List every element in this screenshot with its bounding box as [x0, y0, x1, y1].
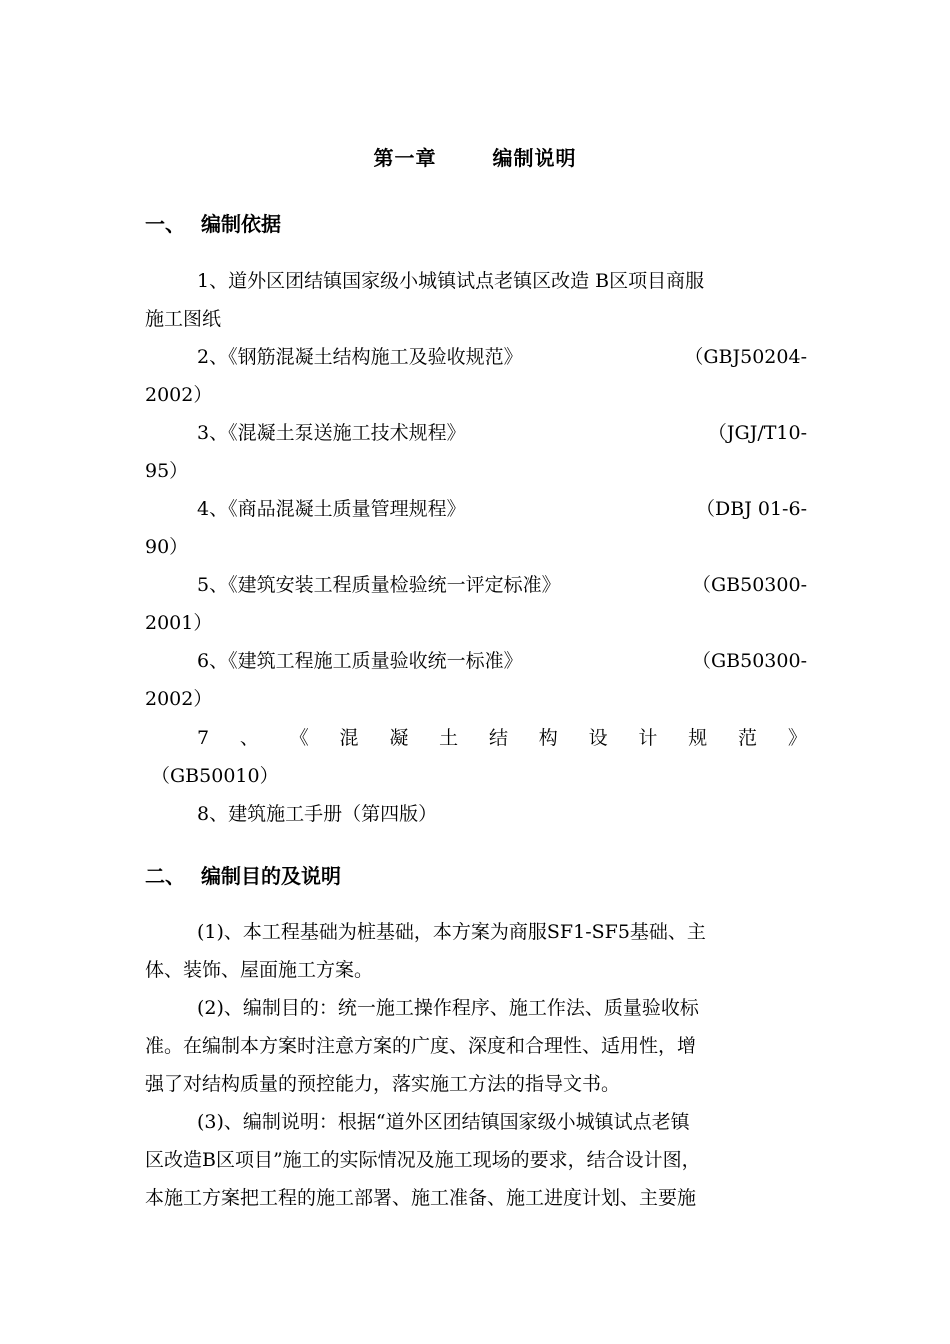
section-number: 一、 [145, 212, 185, 236]
reference-continuation: 2001） [145, 612, 213, 634]
paragraph-line: 本施工方案把工程的施工部署、施工准备、施工进度计划、主要施 [145, 1187, 697, 1209]
reference-continuation: 2002） [145, 688, 213, 710]
reference-item [145, 338, 807, 414]
paragraph [145, 989, 807, 1103]
reference-code: （GB50300- [691, 574, 807, 596]
section-number: 二、 [145, 864, 185, 888]
paragraph-line: 准。在编制本方案时注意方案的广度、深度和合理性、适用性，增 [145, 1035, 697, 1057]
reference-text: 7 、 《 混 凝 土 结 构 设 计 规 范 》 [197, 727, 807, 749]
reference-text: 2、《钢筋混凝土结构施工及验收规范》 [197, 346, 523, 368]
reference-text: 5、《建筑安装工程质量检验统一评定标准》 [197, 574, 561, 596]
section-title: 编制目的及说明 [201, 864, 341, 888]
reference-item [145, 490, 807, 566]
reference-continuation: 90） [145, 536, 189, 558]
chapter-name: 编制说明 [492, 146, 577, 170]
paragraph-line: 区改造B区项目”施工的实际情况及施工现场的要求，结合设计图， [145, 1149, 701, 1171]
paragraph-first-line: (3)、编制说明：根据“道外区团结镇国家级小城镇试点老镇 [197, 1111, 690, 1133]
reference-item [145, 642, 807, 718]
reference-text: 4、《商品混凝土质量管理规程》 [197, 498, 466, 520]
paragraph-first-line: (2)、编制目的：统一施工操作程序、施工作法、质量验收标 [197, 997, 699, 1019]
chapter-number: 第一章 [373, 146, 437, 170]
section-title: 编制依据 [201, 212, 281, 236]
reference-item [145, 414, 807, 490]
paragraph-line: 体、装饰、屋面施工方案。 [145, 959, 374, 981]
reference-text: 1、道外区团结镇国家级小城镇试点老镇区改造 B区项目商服 [197, 270, 705, 292]
reference-continuation: 施工图纸 [145, 308, 222, 330]
reference-code: （DBJ 01-6- [696, 498, 807, 520]
reference-item [145, 719, 807, 795]
reference-code: （GB50300- [691, 650, 807, 672]
paragraph [145, 913, 807, 989]
chapter-title [0, 142, 950, 171]
reference-text: 6、《建筑工程施工质量验收统一标准》 [197, 650, 523, 672]
reference-continuation: 95） [145, 460, 189, 482]
reference-item [145, 795, 807, 833]
reference-text: 3、《混凝土泵送施工技术规程》 [197, 422, 466, 444]
section-heading-purpose [145, 860, 341, 889]
paragraph-first-line: (1)、本工程基础为桩基础，本方案为商服SF1-SF5基础、主 [197, 921, 706, 943]
reference-item [145, 262, 807, 338]
paragraph-line: 强了对结构质量的预控能力，落实施工方法的指导文书。 [145, 1073, 621, 1095]
paragraph [145, 1103, 807, 1217]
reference-text: 8、建筑施工手册（第四版） [197, 803, 438, 825]
reference-code: （GBJ50204- [684, 346, 807, 368]
reference-code: （JGJ/T10- [707, 422, 807, 444]
section-heading-basis [145, 208, 281, 237]
reference-continuation: （GB50010） [151, 765, 279, 787]
reference-item [145, 566, 807, 642]
reference-continuation: 2002） [145, 384, 213, 406]
